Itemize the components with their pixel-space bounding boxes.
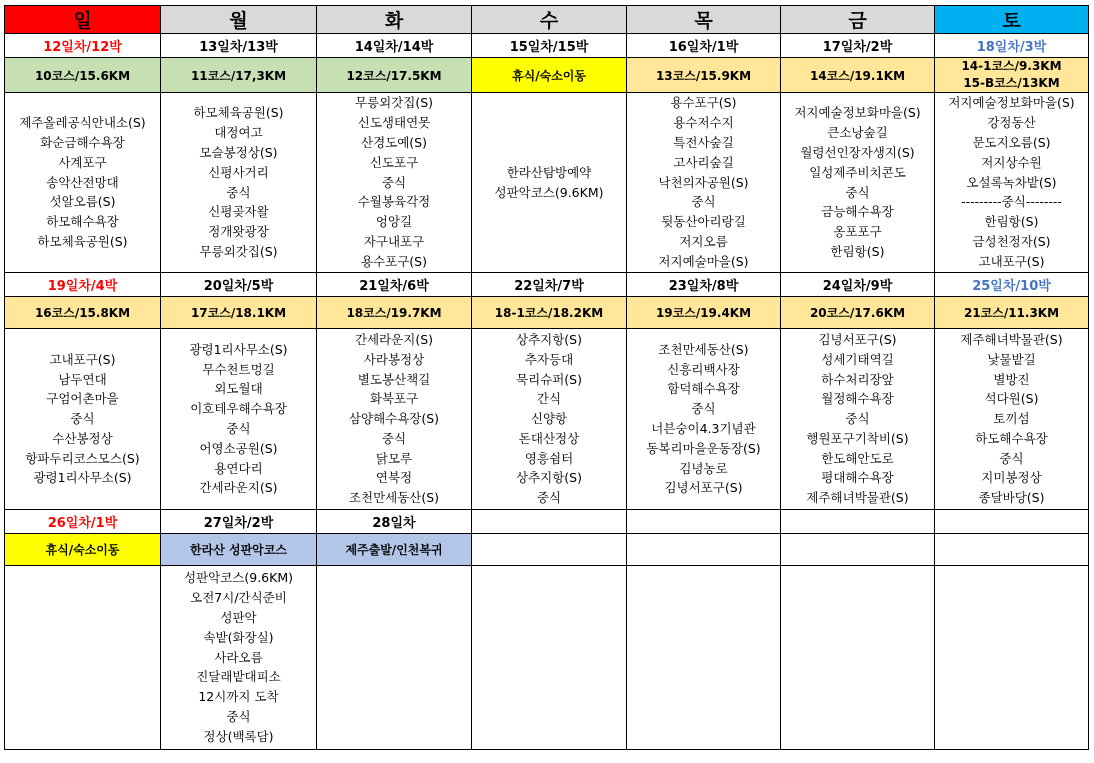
cell-line: 18코스/19.7KM [346, 306, 442, 320]
cell-line: 행원포구기착비(S) [806, 430, 909, 446]
cell-line: 고내포구(S) [49, 351, 116, 367]
cell-line: 김녕서포구(S) [664, 480, 743, 496]
cell-line: 한도해안도로 [821, 450, 894, 466]
cell-line: 간식 [536, 391, 562, 407]
weekday-tue: 화 [317, 6, 472, 34]
detail-cell [781, 93, 935, 273]
detail-cell [935, 93, 1089, 273]
cell-line: 중식 [845, 411, 870, 427]
course-cell [627, 297, 781, 329]
cell-line: 상추지항(S) [516, 331, 582, 347]
cell-line: 별도봉산책길 [357, 371, 431, 387]
cell-line: 큰소낭숲길 [827, 125, 888, 141]
cell-line: 추자등대 [524, 351, 574, 367]
day-cell: 19일차/4박 [5, 273, 161, 297]
day-cell: 27일차/2박 [161, 510, 317, 534]
course-cell [5, 297, 161, 329]
cell-line: 19코스/19.4KM [655, 306, 752, 320]
detail-cell [5, 93, 161, 273]
cell-line: 무릉외갓집(S) [199, 243, 278, 259]
course-cell [781, 534, 935, 566]
cell-line: 김녕서포구(S) [818, 331, 897, 347]
detail-cell [161, 329, 317, 510]
cell-line: ---------중식-------- [961, 194, 1062, 210]
cell-line: 수산봉정상 [52, 430, 113, 446]
detail-cell [5, 566, 161, 750]
cell-line: 오전7시/간식준비 [190, 590, 287, 606]
cell-line: 하모해수욕장 [46, 214, 119, 230]
cell-line: 간세라운지(S) [199, 480, 278, 496]
detail-cell [317, 93, 472, 273]
cell-line: 제주해녀박물관(S) [806, 490, 909, 506]
cell-line: 낯물밭길 [987, 351, 1036, 367]
cell-line: 제주해녀박물관(S) [960, 331, 1063, 347]
cell-line: 신흥리백사장 [667, 361, 740, 377]
cell-line: 돈대산정상 [518, 430, 580, 446]
cell-line: 10코스/15.6KM [34, 68, 131, 83]
cell-line: 중식 [536, 490, 562, 506]
cell-line: 16코스/15.8KM [34, 306, 131, 320]
course-cell [781, 58, 935, 93]
day-cell [472, 510, 627, 534]
cell-line: 광령1리사무소(S) [189, 341, 288, 357]
day-cell: 23일차/8박 [627, 273, 781, 297]
cell-line: 토끼섬 [993, 411, 1030, 427]
weekday-header-row [5, 6, 1089, 34]
day-cell [781, 510, 935, 534]
cell-line: 함덕해수욕장 [667, 381, 740, 397]
cell-line: 동복리마을운동장(S) [646, 440, 761, 456]
cell-line: 12시까지 도착 [198, 689, 279, 705]
cell-line: 휴식/숙소이동 [512, 68, 586, 83]
cell-line: 용연다리 [214, 460, 263, 476]
cell-line: 중식 [691, 401, 716, 417]
cell-line: 광령1리사무소(S) [33, 470, 132, 486]
detail-cell [627, 566, 781, 750]
cell-line: 성판악 [220, 610, 257, 625]
detail-cell [472, 93, 627, 273]
weekday-thu: 목 [627, 6, 781, 34]
cell-line: 일성제주비치콘도 [809, 164, 906, 180]
cell-line: 묵리슈퍼(S) [516, 371, 582, 387]
weekday-mon: 월 [161, 6, 317, 34]
day-cell [627, 510, 781, 534]
cell-line: 대정여고 [214, 125, 263, 141]
cell-line: 사라봉정상 [363, 351, 425, 367]
detail-cell [161, 93, 317, 273]
cell-line: 중식 [999, 450, 1024, 466]
week3-day-row [5, 510, 1089, 534]
cell-line: 사계포구 [58, 154, 107, 170]
weekday-sun: 일 [5, 6, 161, 34]
cell-line: 이호테우해수욕장 [190, 401, 287, 417]
weekday-sat: 토 [935, 6, 1089, 34]
week2-course-row [5, 297, 1089, 329]
cell-line: 저지예술마을(S) [658, 253, 749, 269]
cell-line: 화순금해수욕장 [40, 135, 125, 150]
cell-line: 종달바당(S) [978, 490, 1045, 506]
detail-cell [161, 566, 317, 750]
day-cell: 15일차/15박 [472, 34, 627, 58]
detail-cell [781, 329, 935, 510]
week3-course-row [5, 534, 1089, 566]
cell-line: 무릉외갓집(S) [354, 95, 434, 111]
cell-line: 제주올레공식안내소(S) [19, 115, 146, 131]
cell-line: 21코스/11.3KM [963, 306, 1060, 320]
cell-line: 신양항 [530, 411, 568, 427]
cell-line: 18-1코스/18.2KM [494, 306, 604, 320]
cell-line: 하모체육공원(S) [193, 105, 284, 121]
cell-line: 어영소공원(S) [199, 440, 278, 456]
cell-line: 14코스/19.1KM [809, 68, 906, 83]
detail-cell [781, 566, 935, 750]
cell-line: 저지예술정보화마을(S) [948, 95, 1075, 111]
cell-line: 김녕농로 [679, 460, 728, 476]
day-cell: 21일차/6박 [317, 273, 472, 297]
detail-cell [935, 566, 1089, 750]
detail-cell [317, 566, 472, 750]
cell-line: 하수처리장앞 [821, 371, 894, 387]
cell-line: 금성천정자(S) [972, 233, 1051, 249]
cell-line: 고내포구(S) [978, 253, 1045, 269]
day-cell: 17일차/2박 [781, 34, 935, 58]
day-cell: 13일차/13박 [161, 34, 317, 58]
cell-line: 중식 [226, 421, 251, 436]
cell-line: 한라산 성판악코스 [190, 543, 287, 557]
cell-line: 산경도예(S) [361, 135, 427, 150]
cell-line: 고사리숲길 [673, 154, 734, 170]
cell-line: 너븐숭이4.3기념관 [651, 421, 756, 436]
cell-line: 12코스/17.5KM [346, 68, 442, 83]
cell-line: 강정동산 [987, 115, 1036, 131]
cell-line: 남두연대 [58, 371, 107, 387]
course-cell [935, 297, 1089, 329]
cell-line: 15-B코스/13KM [963, 76, 1060, 90]
detail-cell [627, 329, 781, 510]
cell-line: 중식 [691, 194, 716, 210]
cell-line: 용수포구(S) [670, 95, 737, 111]
course-cell [781, 297, 935, 329]
cell-line: 금능해수욕장 [821, 204, 894, 220]
cell-line: 신도포구 [369, 154, 419, 170]
cell-line: 저지예술정보화마을(S) [794, 105, 921, 121]
cell-line: 특전사숲길 [673, 135, 734, 150]
cell-line: 외도월대 [214, 381, 263, 397]
cell-line: 석다원(S) [984, 391, 1039, 407]
cell-line: 중식 [845, 184, 870, 200]
cell-line: 용수포구(S) [361, 253, 427, 269]
cell-line: 수월봉육각정 [357, 194, 431, 210]
cell-line: 속밭(화장실) [203, 629, 274, 645]
course-cell [161, 58, 317, 93]
cell-line: 17코스/18.1KM [190, 306, 287, 320]
cell-line: 무수천트멍길 [202, 361, 275, 377]
cell-line: 영흥쉼터 [524, 450, 574, 466]
cell-line: 한림항(S) [984, 214, 1039, 230]
jeju-olle-schedule-table [4, 5, 1089, 750]
cell-line: 화북포구 [369, 391, 419, 407]
cell-line: 낙천의자공원(S) [658, 174, 749, 190]
day-cell [935, 510, 1089, 534]
cell-line: 지미봉정상 [981, 470, 1042, 486]
cell-line: 닭모루 [375, 450, 413, 466]
cell-line: 평대해수욕장 [821, 470, 894, 486]
week2-detail-row [5, 329, 1089, 510]
cell-line: 13코스/15.9KM [655, 68, 752, 83]
cell-line: 정상(백록담) [203, 728, 274, 744]
day-cell: 26일차/1박 [5, 510, 161, 534]
cell-line: 신평곶자왈 [208, 204, 269, 220]
cell-line: 중식 [70, 411, 95, 427]
course-cell [317, 297, 472, 329]
course-cell [472, 534, 627, 566]
cell-line: 상추지항(S) [516, 470, 582, 486]
cell-line: 14-1코스/9.3KM [961, 59, 1062, 73]
course-cell [627, 58, 781, 93]
cell-line: 성세기태역길 [821, 351, 894, 367]
cell-line: 신도생태연못 [357, 115, 431, 131]
detail-cell [627, 93, 781, 273]
cell-line: 용수저수지 [673, 115, 734, 131]
day-cell: 20일차/5박 [161, 273, 317, 297]
cell-line: 월정해수욕장 [821, 391, 894, 407]
course-cell [935, 58, 1089, 93]
course-cell [627, 534, 781, 566]
cell-line: 항파두리코스모스(S) [25, 450, 140, 466]
cell-line: 간세라운지(S) [354, 331, 434, 347]
cell-line: 20코스/17.6KM [809, 306, 906, 320]
cell-line: 정개왓광장 [208, 224, 269, 240]
cell-line: 진달래밭대피소 [196, 669, 281, 685]
cell-line: 섯알오름(S) [49, 194, 116, 210]
cell-line: 모슬봉정상(S) [199, 144, 278, 160]
cell-line: 구엄어촌마을 [46, 391, 119, 407]
cell-line: 엉앙길 [375, 214, 413, 230]
cell-line: 중식 [226, 184, 251, 200]
day-cell: 28일차 [317, 510, 472, 534]
day-cell: 22일차/7박 [472, 273, 627, 297]
cell-line: 휴식/숙소이동 [45, 543, 120, 557]
course-cell [5, 534, 161, 566]
day-cell: 18일차/3박 [935, 34, 1089, 58]
week1-course-row [5, 58, 1089, 93]
cell-line: 11코스/17,3KM [190, 68, 287, 83]
cell-line: 성판악코스(9.6KM) [494, 184, 604, 200]
day-cell: 14일차/14박 [317, 34, 472, 58]
cell-line: 하모체육공원(S) [37, 233, 128, 249]
cell-line: 삼양해수욕장(S) [348, 411, 440, 427]
day-cell: 16일차/1박 [627, 34, 781, 58]
cell-line: 중식 [226, 708, 251, 724]
cell-line: 저지상수원 [981, 154, 1042, 170]
course-cell [472, 58, 627, 93]
detail-cell [5, 329, 161, 510]
cell-line: 조천만세동산(S) [658, 341, 749, 357]
cell-line: 사라오름 [214, 649, 263, 665]
day-cell: 24일차/9박 [781, 273, 935, 297]
week1-day-row [5, 34, 1089, 58]
week2-day-row [5, 273, 1089, 297]
cell-line: 월령선인장자생지(S) [800, 144, 915, 160]
cell-line: 별방진 [993, 371, 1030, 387]
cell-line: 연북정 [375, 470, 413, 486]
course-cell [317, 534, 472, 566]
cell-line: 중식 [381, 174, 407, 190]
cell-line: 오설록녹차밭(S) [966, 174, 1057, 190]
cell-line: 한라산탐방예약 [506, 164, 592, 180]
cell-line: 한림항(S) [830, 243, 885, 259]
cell-line: 하도해수욕장 [975, 430, 1048, 446]
course-cell [935, 534, 1089, 566]
day-cell: 12일차/12박 [5, 34, 161, 58]
cell-line: 제주출발/인천복귀 [345, 543, 443, 557]
cell-line: 자구내포구 [363, 233, 425, 249]
course-cell [317, 58, 472, 93]
detail-cell [472, 566, 627, 750]
day-cell: 25일차/10박 [935, 273, 1089, 297]
weekday-fri: 금 [781, 6, 935, 34]
course-cell [5, 58, 161, 93]
cell-line: 옹포포구 [833, 224, 882, 240]
detail-cell [317, 329, 472, 510]
course-cell [161, 297, 317, 329]
week1-detail-row [5, 93, 1089, 273]
detail-cell [472, 329, 627, 510]
course-cell [472, 297, 627, 329]
cell-line: 문도지오름(S) [972, 135, 1051, 150]
cell-line: 신평사거리 [208, 164, 269, 180]
cell-line: 뒷동산아리랑길 [661, 214, 746, 230]
cell-line: 저지오름 [679, 233, 728, 249]
cell-line: 중식 [381, 430, 407, 446]
course-cell [161, 534, 317, 566]
detail-cell [935, 329, 1089, 510]
cell-line: 송악산전망대 [46, 174, 119, 190]
cell-line: 조천만세동산(S) [348, 490, 440, 506]
weekday-wed: 수 [472, 6, 627, 34]
week3-detail-row [5, 566, 1089, 750]
cell-line: 성판악코스(9.6KM) [184, 570, 293, 586]
